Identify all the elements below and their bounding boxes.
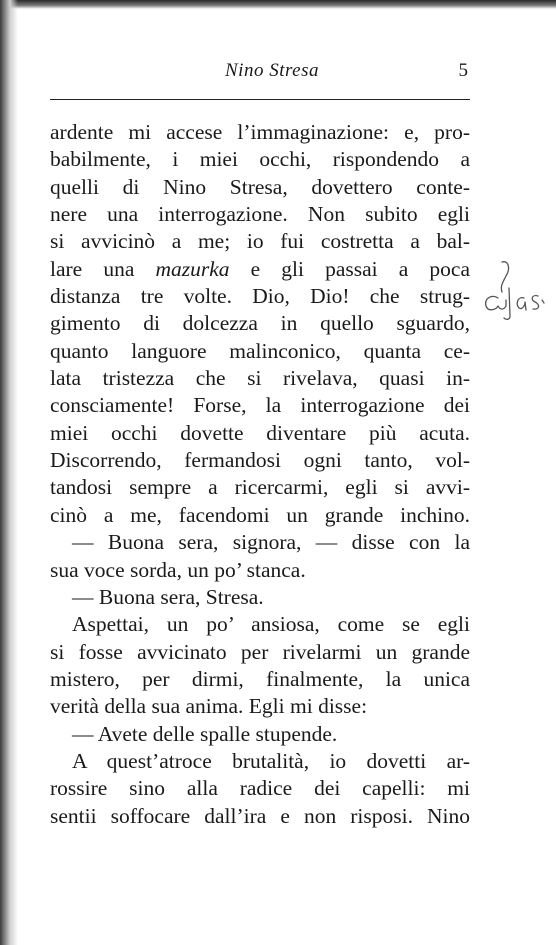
text-line: lata tristezza che si rivelava, quasi in- [50, 366, 470, 391]
text-line: miei occhi dovette diventare più acuta. [50, 420, 470, 445]
text-line: A quest’atroce brutalità, io dovetti ar- [72, 748, 470, 773]
body-text [50, 119, 470, 830]
text-line: rossire sino alla radice dei capelli: mi [50, 776, 470, 801]
text-line: babilmente, i miei occhi, rispondendo a [50, 147, 470, 172]
page-gutter-shadow [0, 0, 18, 945]
text-line: nere una interrogazione. Non subito egli [50, 202, 470, 227]
text-line: mistero, per dirmi, finalmente, la unica [50, 666, 470, 691]
header-rule [50, 99, 470, 100]
handwritten-margin-note [478, 256, 556, 326]
text-line: Discorrendo, fermandosi ogni tanto, vol- [50, 448, 470, 473]
text-line: gimento di dolcezza in quello sguardo, [50, 311, 470, 336]
handwritten-annotation-drawing [478, 256, 556, 326]
text-line: — Buona sera, Stresa. [72, 584, 264, 609]
page-header [50, 60, 470, 90]
page-number: 5 [458, 60, 468, 81]
page-top-edge-shadow [0, 0, 556, 9]
running-title: Nino Stresa [225, 60, 319, 81]
text-line: consciamente! Forse, la interrogazione dei [50, 393, 470, 418]
text-line: — Buona sera, signora, — disse con la [72, 530, 470, 555]
text-line: distanza tre volte. Dio, Dio! che strug- [50, 284, 470, 309]
text-line: sentii soffocare dall’ira e non risposi. Nino [50, 803, 470, 828]
text-line: Aspettai, un po’ ansiosa, come se egli [72, 612, 470, 637]
text-line: — Avete delle spalle stupende. [72, 721, 338, 746]
text-line: verità della sua anima. Egli mi disse: [50, 694, 368, 719]
text-line: cinò a me, facendomi un grande inchino. [50, 502, 470, 527]
text-line: quanto languore malinconico, quanta ce- [50, 338, 470, 363]
text-line: tandosi sempre a ricercarmi, egli si avvi- [50, 475, 470, 500]
text-line: sua voce sorda, un po’ stanca. [50, 557, 306, 582]
italic-word: mazurka [155, 256, 230, 281]
text-line: ardente mi accese l’immaginazione: e, pro- [50, 120, 470, 144]
text-line: quelli di Nino Stresa, dovettero conte- [50, 174, 470, 199]
text-line: si avvicinò a me; io fui costretta a bal- [50, 229, 470, 254]
text-line: lare una mazurka e gli passai a poca [50, 256, 470, 281]
text-line: si fosse avvicinato per rivelarmi un grande [50, 639, 470, 664]
